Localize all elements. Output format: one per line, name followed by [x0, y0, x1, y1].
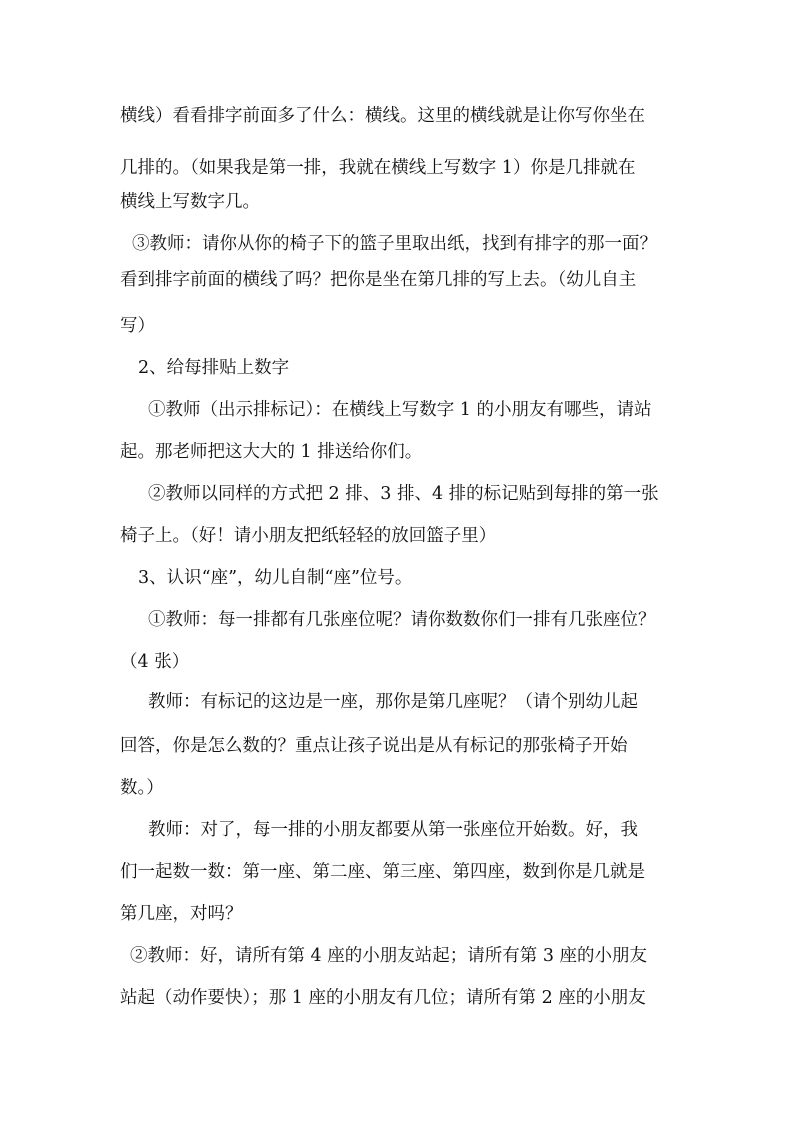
text-line-4: ③教师：请你从你的椅子下的篮子里取出纸，找到有排字的那一面？ [132, 234, 657, 254]
text-line-1: 横线）看看排字前面多了什么：横线。这里的横线就是让你写你坐在 [120, 106, 645, 126]
text-line-20: 第几座，对吗？ [120, 904, 243, 924]
text-line-8: ①教师（出示排标记）：在横线上写数字 1 的小朋友有哪些，请站 [148, 400, 652, 420]
text-line-3: 横线上写数字几。 [120, 192, 260, 212]
text-line-22: 站起（动作要快）；那 1 座的小朋友有几位；请所有第 2 座的小朋友 [120, 988, 646, 1008]
text-line-9: 起。那老师把这大大的 1 排送给你们。 [120, 442, 423, 462]
text-line-13: ①教师：每一排都有几张座位呢？请你数数你们一排有几张座位？ [148, 610, 656, 630]
text-line-5: 看到排字前面的横线了吗？把你是坐在第几排的写上去。（幼儿自主 [120, 270, 637, 290]
section-heading-3: 3、认识“座”，幼儿自制“座”位号。 [138, 568, 413, 588]
text-line-18: 教师：对了，每一排的小朋友都要从第一张座位开始数。好，我 [148, 820, 638, 840]
text-line-15: 教师：有标记的这边是一座，那你是第几座呢？（请个别幼儿起 [148, 692, 638, 712]
text-line-10: ②教师以同样的方式把 2 排、3 排、4 排的标记贴到每排的第一张 [148, 484, 659, 504]
text-line-2: 几排的。（如果我是第一排，我就在横线上写数字 1）你是几排就在 [120, 158, 636, 178]
text-line-14: （4 张） [120, 652, 190, 672]
section-heading-2: 2、给每排贴上数字 [138, 358, 290, 378]
text-line-19: 们一起数一数：第一座、第二座、第三座、第四座，数到你是几就是 [120, 862, 645, 882]
text-line-21: ②教师：好，请所有第 4 座的小朋友站起；请所有第 3 座的小朋友 [130, 946, 648, 966]
text-line-11: 椅子上。（好！请小朋友把纸轻轻的放回篮子里） [120, 526, 497, 546]
text-line-6: 写） [120, 316, 155, 336]
text-line-17: 数。） [120, 778, 164, 798]
text-line-16: 回答，你是怎么数的？重点让孩子说出是从有标记的那张椅子开始 [120, 736, 628, 756]
